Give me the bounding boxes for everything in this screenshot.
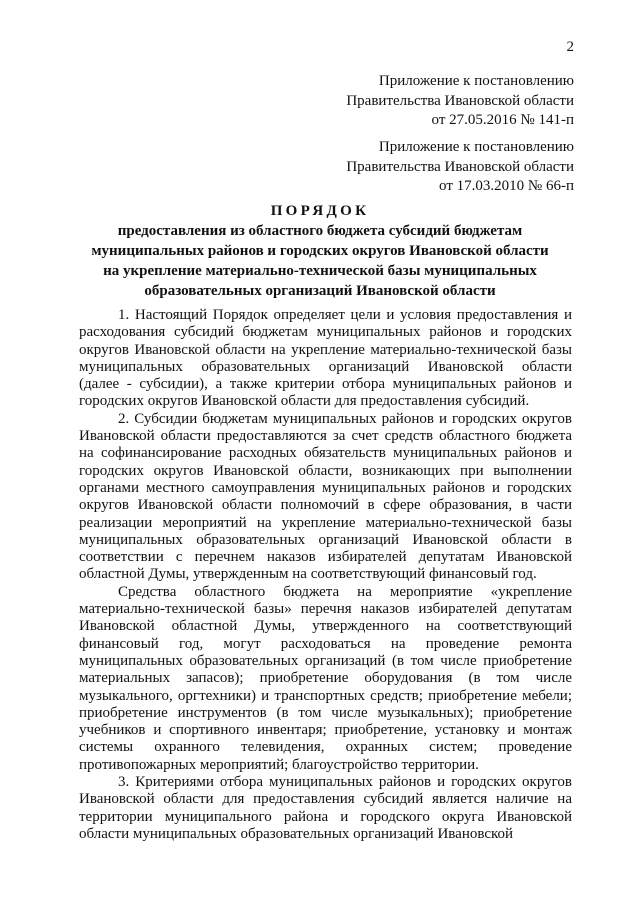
paragraph-line: органами местного самоуправления муниципальных районов и городских <box>79 479 572 496</box>
paragraph-line: Ивановской области предоставляются за счет средств областного бюджета <box>79 428 572 445</box>
title-line: на укрепление материально-технической базы муниципальных <box>103 263 537 279</box>
paragraph-line: городских округов Ивановской области, возникающих при выполнении <box>79 462 572 479</box>
paragraph <box>79 584 572 774</box>
document-title <box>60 201 580 301</box>
paragraph-line: Средства областного бюджета на мероприятие «укрепление <box>118 583 572 600</box>
paragraph-line: области муниципальных образовательных организаций Ивановской <box>79 825 514 842</box>
appendix-line: Приложение к постановлению <box>378 139 574 155</box>
paragraph <box>79 774 572 843</box>
paragraph-line: расходования субсидий бюджетам муниципальных районов и городских <box>79 324 572 341</box>
paragraph-line: учебников и спортивного инвентаря; приобретение, установку и монтаж <box>79 722 572 739</box>
paragraph <box>79 411 572 584</box>
appendix-line: Правительства Ивановской области <box>346 92 574 109</box>
paragraph-line: финансовый год, могут расходоваться на проведение ремонта <box>79 635 572 652</box>
paragraph-line: Ивановской области для предоставления субсидий является наличие на <box>79 791 572 808</box>
paragraph-line: Ивановской областной Думы, утвержденного на соответствующий <box>79 618 572 635</box>
paragraph-line: музыкального, оргтехники) и транспортных средств; приобретение мебели; <box>79 687 572 704</box>
paragraph-line: 3. Критериями отбора муниципальных районов и городских округов <box>118 774 572 791</box>
paragraph-line: округов Ивановской области на укрепление материально-технической базы <box>79 341 572 358</box>
appendix-line: от 17.03.2010 № 66-п <box>439 178 574 194</box>
paragraph-line: городских округов Ивановской области для предоставления субсидий. <box>79 393 530 410</box>
title-line: муниципальных районов и городских округов Ивановской области <box>91 243 549 259</box>
paragraph-line: округов Ивановской области полномочий в сфере образования, в части <box>79 497 572 514</box>
appendix-note-current <box>0 72 574 131</box>
page-number: 2 <box>566 39 574 55</box>
paragraph-line: 2. Субсидии бюджетам муниципальных районов и городских округов <box>118 410 572 427</box>
paragraph-line: приобретение инструментов (в том числе музыкальных); приобретение <box>79 704 572 721</box>
paragraph-line: материально-технической базы» перечня наказов избирателей депутатам <box>79 601 572 618</box>
appendix-line: от 27.05.2016 № 141-п <box>431 112 574 128</box>
paragraph-line: противопожарных мероприятий; благоустройство территории. <box>79 756 479 773</box>
paragraph-line: муниципальных образовательных организаций (в том числе приобретение <box>79 652 572 669</box>
document-body <box>79 307 572 843</box>
paragraph <box>79 307 572 411</box>
title-main: ПОРЯДОК <box>270 203 370 219</box>
paragraph-line: областной Думы, утвержденным на соответствующий финансовый год. <box>79 566 537 583</box>
title-line: предоставления из областного бюджета субсидий бюджетам <box>117 223 523 239</box>
paragraph-line: муниципальных образовательных организаций Ивановской области в <box>79 531 572 548</box>
appendix-line: Правительства Ивановской области <box>346 158 574 175</box>
paragraph-line: реализации мероприятий на укрепление материально-технической базы <box>79 514 572 531</box>
paragraph-line: системы охранного телевидения, охранных систем; проведение <box>79 739 572 756</box>
appendix-note-original <box>0 138 574 197</box>
paragraph-line: территории муниципального района и городского округа Ивановской <box>79 808 572 825</box>
paragraph-line: на софинансирование расходных обязательств муниципальных районов и <box>79 445 572 462</box>
paragraph-line: 1. Настоящий Порядок определяет цели и условия предоставления и <box>118 307 572 323</box>
paragraph-line: материальных запасов); приобретение оборудования (в том числе <box>79 670 572 687</box>
appendix-line: Приложение к постановлению <box>378 73 574 89</box>
paragraph-line: муниципальных образовательных организаций Ивановской области <box>79 358 572 375</box>
paragraph-line: соответствии с перечнем наказов избирателей депутатам Ивановской <box>79 549 572 566</box>
title-line: образовательных организаций Ивановской области <box>144 283 496 299</box>
paragraph-line: (далее - субсидии), а также критерии отбора муниципальных районов и <box>79 376 572 393</box>
